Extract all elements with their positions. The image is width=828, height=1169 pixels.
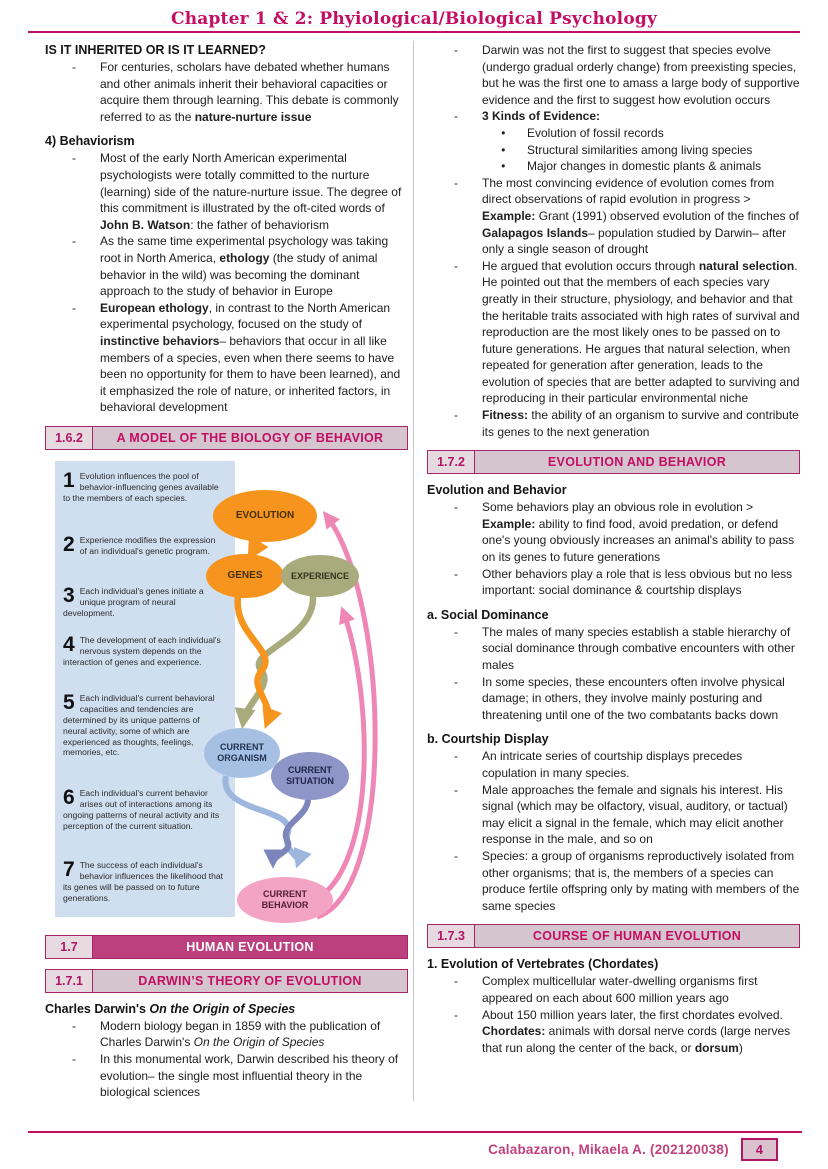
node-current-situation: CURRENT SITUATION (271, 752, 349, 800)
list-item-text: Major changes in domestic plants & animals (527, 159, 762, 174)
step-number: 6 (63, 785, 75, 809)
evolution-behavior-bullet-list (427, 499, 800, 599)
bullet-marker: - (72, 300, 76, 315)
footer-rule (28, 1131, 802, 1133)
biology-of-behavior-diagram (45, 455, 408, 925)
step-number: 1 (63, 468, 75, 492)
footer (488, 1138, 778, 1161)
bullet-marker: ● (501, 144, 506, 154)
list-item (427, 748, 800, 781)
list-item (45, 300, 408, 416)
list-item-text: An intricate series of courtship displays precedes copulation in many species. (482, 749, 743, 780)
left-column (45, 41, 408, 1101)
section-number-badge: 1.6.2 (46, 427, 93, 449)
page-number-badge: 4 (741, 1138, 778, 1161)
list-item-text: The most convincing evidence of evolution comes from direct observations of rapid evolution in progress > Example: Grant (1991) observed evolution of the finches of Galapagos Islands– population studied by Darwin– after only a single season of drought (482, 175, 799, 257)
section-bar-title: EVOLUTION AND BEHAVIOR (475, 451, 799, 473)
list-item-text: 3 Kinds of Evidence: (482, 109, 601, 124)
list-item-text: Most of the early North American experimental psychologists were totally committed to the nurture (learning) side of the nature-nurture issue. The degree of this commitment is illustrated by the oft-cited words of John B. Watson: the father of behaviorism (100, 151, 402, 232)
list-item-text: Modern biology began in 1859 with the publication of Charles Darwin's On the Origin of Species (100, 1018, 381, 1050)
bullet-marker: - (72, 234, 76, 249)
list-item-text: Some behaviors play an obvious role in evolution > Example: ability to find food, avoid predation, or defend one's young obviously increases an animal's ability to pass on its genes to future generations (482, 500, 795, 565)
bullet-marker: - (454, 109, 458, 124)
list-item-text: European ethology, in contrast to the North American experimental psychology, focused on the study of instinctive behaviors– behaviors that occur in all like members of a species, even when there seems to have been no opportunity for them to have been learned), and it emphasized the role of nature, or inherited factors, in behavioral development (100, 300, 401, 415)
chapter-title: Chapter 1 & 2: Phyiological/Biological Psychology (170, 9, 658, 29)
list-item (427, 566, 800, 599)
bullet-marker: ● (501, 127, 506, 137)
list-item (45, 233, 408, 299)
footer-author: Calabazaron, Mikaela A. (202120038) (488, 1142, 729, 1157)
section-bar-1-7 (45, 935, 408, 959)
list-item-text: About 150 million years later, the first chordates evolved. Chordates: animals with dorsal nerve cords (large nerves that run along the center of the back, or dorsum) (482, 1007, 791, 1055)
bullet-marker: - (454, 408, 458, 423)
section-number-badge: 1.7 (46, 936, 93, 958)
node-current-behavior: CURRENT BEHAVIOR (237, 877, 333, 923)
list-item (45, 1051, 408, 1101)
list-item (45, 1018, 408, 1051)
list-item (45, 150, 408, 233)
list-item (427, 499, 800, 565)
section-bar-title: DARWIN’S THEORY OF EVOLUTION (93, 970, 407, 992)
section-bar-title: A MODEL OF THE BIOLOGY OF BEHAVIOR (93, 427, 407, 449)
diagram-step: 1 Evolution influences the pool of behavior-influencing genes available to the members of each species. (63, 468, 219, 503)
step-number: 4 (63, 632, 75, 656)
diagram-step: 5 Each individual's current behavioral capacities and tendencies are determined by its unique patterns of neural activity, some of which are experienced as thoughts, feelings, memories, etc. (63, 690, 215, 758)
list-item (427, 125, 800, 142)
list-item (427, 973, 800, 1006)
bullet-marker: - (454, 624, 458, 639)
heading-origin-of-species: Charles Darwin's On the Origin of Species (45, 1001, 296, 1016)
bullet-marker: - (454, 43, 458, 57)
node-current-organism: CURRENT ORGANISM (204, 728, 280, 778)
bullet-marker: - (454, 175, 458, 190)
list-item-text: Male approaches the female and signals his interest. His signal (which may be olfactory, visual, auditory, or tactual) may elicit a signal in the female, which may elicit another response in the male, and so on (482, 782, 788, 847)
list-item (427, 258, 800, 407)
bullet-marker: - (454, 500, 458, 515)
bullet-marker: - (454, 974, 458, 989)
list-item-text: For centuries, scholars have debated whether humans and other animals inherit their behavioral capacities or acquire them through learning. This debate is commonly referred to as the nature-nurture issue (100, 60, 399, 124)
section-bar-1-7-1 (45, 969, 408, 993)
list-item (427, 407, 800, 440)
heading-evolution-and-behavior: Evolution and Behavior (427, 483, 567, 498)
diagram-step: 2 Experience modifies the expression of an individual's genetic program. (63, 532, 216, 556)
list-item (427, 1007, 800, 1057)
list-item-text: As the same time experimental psychology was taking root in North America, ethology (the study of animal behavior in the wild) was becoming the dominant approach to the study of behavior in Europe (100, 234, 389, 299)
diagram-step: 6 Each individual's current behavior arises out of interactions among its ongoing patterns of neural activity and its perception of the current situation. (63, 785, 220, 831)
bullet-marker: - (454, 848, 458, 863)
bullet-marker: ● (501, 161, 506, 171)
list-item (427, 142, 800, 159)
heading-vertebrates: 1. Evolution of Vertebrates (Chordates) (427, 957, 659, 972)
bullet-marker: - (454, 258, 458, 273)
step-number: 2 (63, 532, 75, 556)
diagram-step: 4 The development of each individual's nervous system depends on the interaction of genes and experience. (63, 632, 221, 667)
list-item (427, 674, 800, 724)
bullet-marker: - (454, 782, 458, 797)
list-item-text: Species: a group of organisms reproductively isolated from other organisms; that is, the members of a species can produce fertile offspring only by mating with members of the same species (482, 848, 800, 913)
section-bar-1-6-2 (45, 426, 408, 450)
list-item-text: Fitness: the ability of an organism to survive and contribute its genes to the next generation (482, 408, 799, 439)
social-dominance-bullet-list (427, 624, 800, 724)
node-evolution: EVOLUTION (213, 490, 317, 542)
list-item-text: In this monumental work, Darwin described his theory of evolution– the single most influential theory in the biological sciences (100, 1052, 399, 1100)
right-column (419, 41, 800, 1101)
heading-behaviorism: 4) Behaviorism (45, 134, 135, 149)
diagram-step: 7 The success of each individual's behavior influences the likelihood that its genes will be passed on to future generations. (63, 857, 224, 903)
list-item-text: Structural similarities among living species (527, 142, 753, 157)
step-number: 3 (63, 583, 75, 607)
content-columns (0, 33, 828, 1101)
section-bar-title: HUMAN EVOLUTION (93, 936, 407, 958)
section-number-badge: 1.7.1 (46, 970, 93, 992)
bullet-marker: - (454, 1007, 458, 1022)
inherited-bullet-list (45, 59, 408, 125)
bullet-marker: - (454, 566, 458, 581)
heading-social-dominance: a. Social Dominance (427, 607, 549, 622)
list-item (45, 59, 408, 125)
node-experience: EXPERIENCE (281, 555, 359, 597)
step-number: 7 (63, 857, 75, 881)
bullet-marker: - (72, 1052, 76, 1067)
column-divider (413, 41, 414, 1101)
section-number-badge: 1.7.2 (428, 451, 475, 473)
bullet-marker: - (72, 60, 76, 74)
bullet-marker: - (454, 749, 458, 764)
list-item (427, 782, 800, 848)
evolution-evidence-bullet-list (427, 42, 800, 440)
list-item-text: He argued that evolution occurs through natural selection. He pointed out that the members of each species vary greatly in their structure, physiology, and behavior and that the heritable traits associated with high rates of survival and reproduction are the most likely ones to be passed on to future generations. He argues that natural selection, when repeated for generation after generation, leads to the evolution of species that are better adapted to surviving and reproducing in their particular environmental niche (482, 258, 800, 406)
list-item-text: Complex multicellular water-dwelling organisms first appeared on each about 600 million years ago (482, 974, 758, 1005)
diagram-step: 3 Each individual's genes initiate a unique program of neural development. (63, 583, 204, 618)
list-item (427, 175, 800, 258)
courtship-bullet-list (427, 748, 800, 914)
list-item-text: Evolution of fossil records (527, 125, 664, 140)
bullet-marker: - (72, 1018, 76, 1033)
list-item-text: Other behaviors play a role that is less obvious but no less important: social dominance & courtship displays (482, 566, 793, 598)
list-item (427, 624, 800, 674)
bullet-marker: - (72, 151, 76, 166)
list-item-text: In some species, these encounters often involve physical damage; in others, they involve mainly posturing and threatening until one of the two combatants backs down (482, 674, 785, 722)
vertebrates-bullet-list (427, 973, 800, 1056)
behaviorism-bullet-list (45, 150, 408, 416)
list-item (427, 42, 800, 108)
list-item (427, 108, 800, 125)
darwin-bullet-list (45, 1018, 408, 1101)
list-item (427, 848, 800, 914)
heading-courtship-display: b. Courtship Display (427, 732, 549, 747)
section-number-badge: 1.7.3 (428, 925, 475, 947)
list-item-text: Darwin was not the first to suggest that species evolve (undergo gradual orderly change) from preexisting species, but he was the first one to amass a large body of supportive evidence and the first to suggest how evolution occurs (482, 43, 800, 107)
section-bar-1-7-2 (427, 450, 800, 474)
node-genes: GENES (206, 554, 284, 598)
section-bar-title: COURSE OF HUMAN EVOLUTION (475, 925, 799, 947)
heading-inherited-or-learned: IS IT INHERITED OR IS IT LEARNED? (45, 43, 266, 57)
step-number: 5 (63, 690, 75, 714)
bullet-marker: - (454, 674, 458, 689)
section-bar-1-7-3 (427, 924, 800, 948)
list-item (427, 158, 800, 175)
list-item-text: The males of many species establish a stable hierarchy of social dominance through combative encounters with other males (482, 624, 795, 672)
